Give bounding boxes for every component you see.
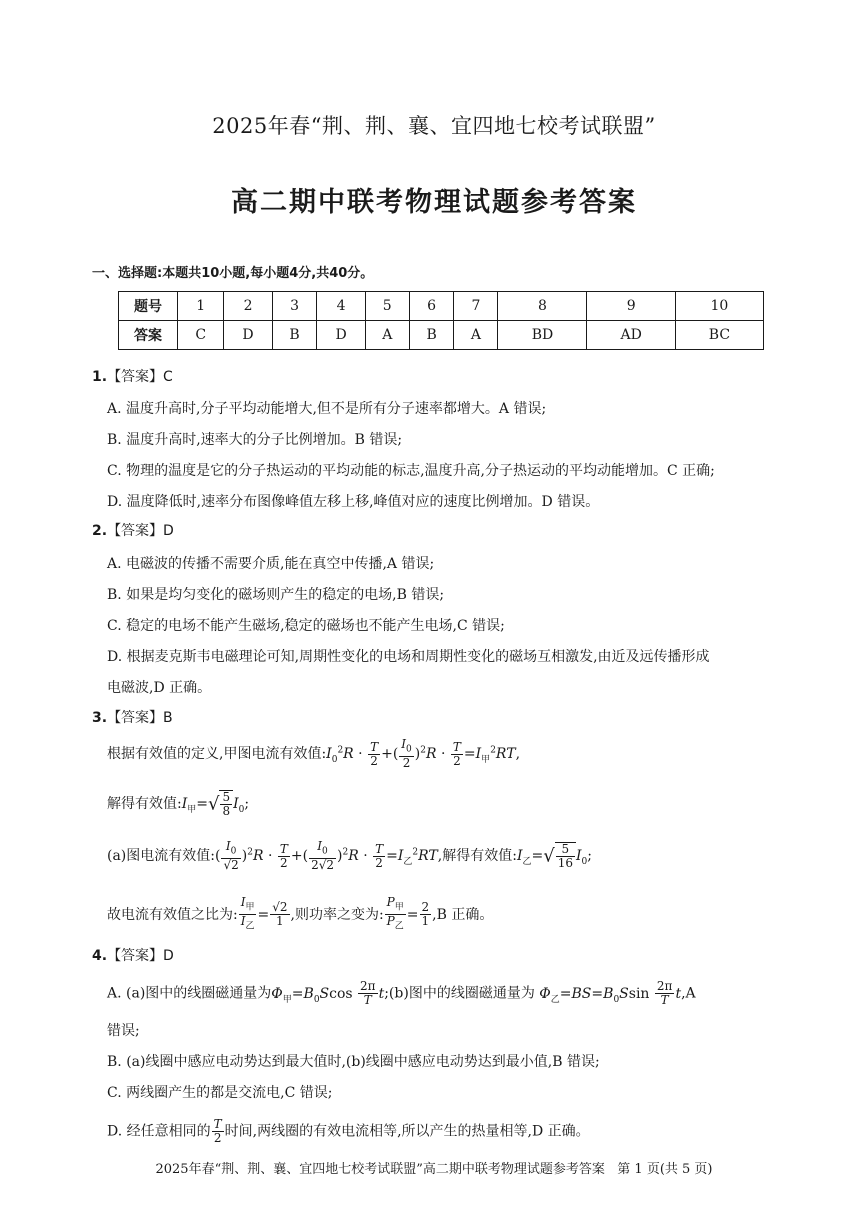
formula-effective-current-jia: $I_0^2R$ · $\frac{T}{2}$ +( $\frac{I_0}{2}$ )$^2$R · $\frac{T}{2}$ $=I_甲^2RT$,: [326, 737, 521, 771]
table-cell: 6: [409, 292, 454, 321]
answer-tag: 【答案】C: [107, 369, 173, 385]
table-cell: B: [409, 321, 454, 350]
table-cell: 1: [178, 292, 224, 321]
answer-tag: 【答案】B: [107, 710, 173, 726]
table-cell: B: [272, 321, 317, 350]
row-label-answer: 答案: [119, 321, 178, 350]
q4-option-a: [107, 980, 696, 1007]
q4-option-c: C. 两线圈产生的都是交流电,C 错误;: [107, 1085, 333, 1101]
table-row-numbers: [119, 292, 764, 321]
q1-option-a: A. 温度升高时,分子平均动能增大,但不是所有分子速率都增大。A 错误;: [107, 401, 547, 417]
table-cell: A: [454, 321, 498, 350]
formula-flux-yi: $\Phi_乙=BS=B_0Ssin$ $\frac{2\pi}{T}$ t: [539, 979, 682, 1007]
table-cell: D: [317, 321, 365, 350]
formula-half-period: $\frac{T}{2}$: [213, 1117, 222, 1145]
q4-text: ;(b)图中的线圈磁通量为: [384, 985, 535, 1002]
formula-effective-current-a: ( $\frac{I_0}{√2}$ )$^2$R · $\frac{T}{2}$ +( $\frac{I_0}{2√2}$ )$^2$R · $\frac{T}{2}$ $=I_乙^2RT$: [215, 839, 438, 873]
page-footer: [0, 1158, 868, 1177]
q4-option-d: [107, 1118, 590, 1145]
table-cell: C: [178, 321, 224, 350]
question-3-heading: [92, 707, 173, 727]
row-label-number: 题号: [119, 292, 178, 321]
table-cell: A: [365, 321, 409, 350]
q2-option-c: C. 稳定的电场不能产生磁场,稳定的磁场也不能产生电场,C 错误;: [107, 618, 505, 634]
table-row-answers: [119, 321, 764, 350]
q3-line-3: [107, 840, 592, 872]
table-cell: 2: [224, 292, 272, 321]
formula-result-yi: $I_乙=√$ $\frac{5}{16}$ $I_0$;: [516, 842, 592, 871]
q3-text: 解得有效值:: [107, 796, 182, 812]
question-1-heading: [92, 366, 173, 386]
q1-option-b: B. 温度升高时,速率大的分子比例增加。B 错误;: [107, 432, 403, 448]
q2-option-a: A. 电磁波的传播不需要介质,能在真空中传播,A 错误;: [107, 556, 435, 572]
question-number: 4.: [92, 948, 108, 964]
answer-table: [118, 291, 764, 350]
q1-option-c: C. 物理的温度是它的分子热运动的平均动能的标志,温度升高,分子热运动的平均动能增加。C 正确;: [107, 463, 715, 479]
q3-line-2: [107, 790, 249, 818]
q4-text: A. (a)图中的线圈磁通量为: [107, 985, 272, 1002]
q4-text: ,A: [681, 985, 696, 1002]
table-cell: 9: [587, 292, 675, 321]
q3-text: 根据有效值的定义,甲图电流有效值:: [107, 746, 327, 763]
q1-option-d: D. 温度降低时,速率分布图像峰值左移上移,峰值对应的速度比例增加。D 错误。: [107, 494, 600, 510]
answer-tag: 【答案】D: [107, 523, 174, 539]
table-cell: 5: [365, 292, 409, 321]
table-cell: 4: [317, 292, 365, 321]
formula-power-ratio: $\frac{P_甲}{P_乙}$ = $\frac{2}{1}$: [386, 895, 430, 932]
q2-option-b: B. 如果是均匀变化的磁场则产生的稳定的电场,B 错误;: [107, 587, 445, 603]
question-2-heading: [92, 520, 174, 540]
formula-current-ratio: $\frac{I_甲}{I_乙}$ = $\frac{√2}{1}$: [240, 895, 288, 932]
page-title: 高二期中联考物理试题参考答案: [231, 187, 637, 218]
answer-tag: 【答案】D: [107, 948, 174, 964]
table-cell: 7: [454, 292, 498, 321]
q2-option-d-cont: 电磁波,D 正确。: [107, 680, 212, 696]
formula-result-jia: $I_甲=√$ $\frac{5}{8}$ $I_0$;: [181, 790, 250, 818]
question-4-heading: [92, 945, 174, 965]
q3-text: ,解得有效值:: [437, 848, 517, 865]
q4-option-a-cont: 错误;: [107, 1023, 140, 1039]
question-number: 3.: [92, 710, 108, 726]
q4-option-b: B. (a)线圈中感应电动势达到最大值时,(b)线圈中感应电动势达到最小值,B 错误;: [107, 1054, 600, 1070]
table-cell: AD: [587, 321, 675, 350]
section-heading: 一、选择题:本题共10小题,每小题4分,共40分。: [92, 266, 374, 281]
question-number: 2.: [92, 523, 108, 539]
q4-text: D. 经任意相同的: [107, 1123, 211, 1140]
table-cell: BD: [498, 321, 587, 350]
q3-text: ,则功率之变为:: [290, 906, 384, 923]
table-cell: 8: [498, 292, 587, 321]
table-cell: 10: [675, 292, 763, 321]
formula-flux-jia: $\Phi_甲=B_0Scos$ $\frac{2\pi}{T}$ t: [271, 979, 385, 1007]
q4-text: 时间,两线圈的有效电流相等,所以产生的热量相等,D 正确。: [224, 1123, 590, 1140]
q2-option-d: D. 根据麦克斯韦电磁理论可知,周期性变化的电场和周期性变化的磁场互相激发,由近及远传播形成: [107, 649, 710, 665]
q3-line-1: [107, 738, 520, 770]
footer-title: 2025年春“荆、荆、襄、宜四地七校考试联盟”高二期中联考物理试题参考答案: [155, 1162, 605, 1177]
table-cell: 3: [272, 292, 317, 321]
q3-text: ,B 正确。: [432, 906, 494, 923]
table-cell: BC: [675, 321, 763, 350]
page-number: 第 1 页(共 5 页): [617, 1162, 713, 1177]
q3-text: 故电流有效值之比为:: [107, 906, 238, 923]
question-number: 1.: [92, 369, 108, 385]
q3-line-4: [107, 896, 493, 934]
table-cell: D: [224, 321, 272, 350]
exam-alliance-title: 2025年春“荆、荆、襄、宜四地七校考试联盟”: [212, 114, 656, 138]
q3-text: (a)图电流有效值:: [107, 848, 215, 865]
